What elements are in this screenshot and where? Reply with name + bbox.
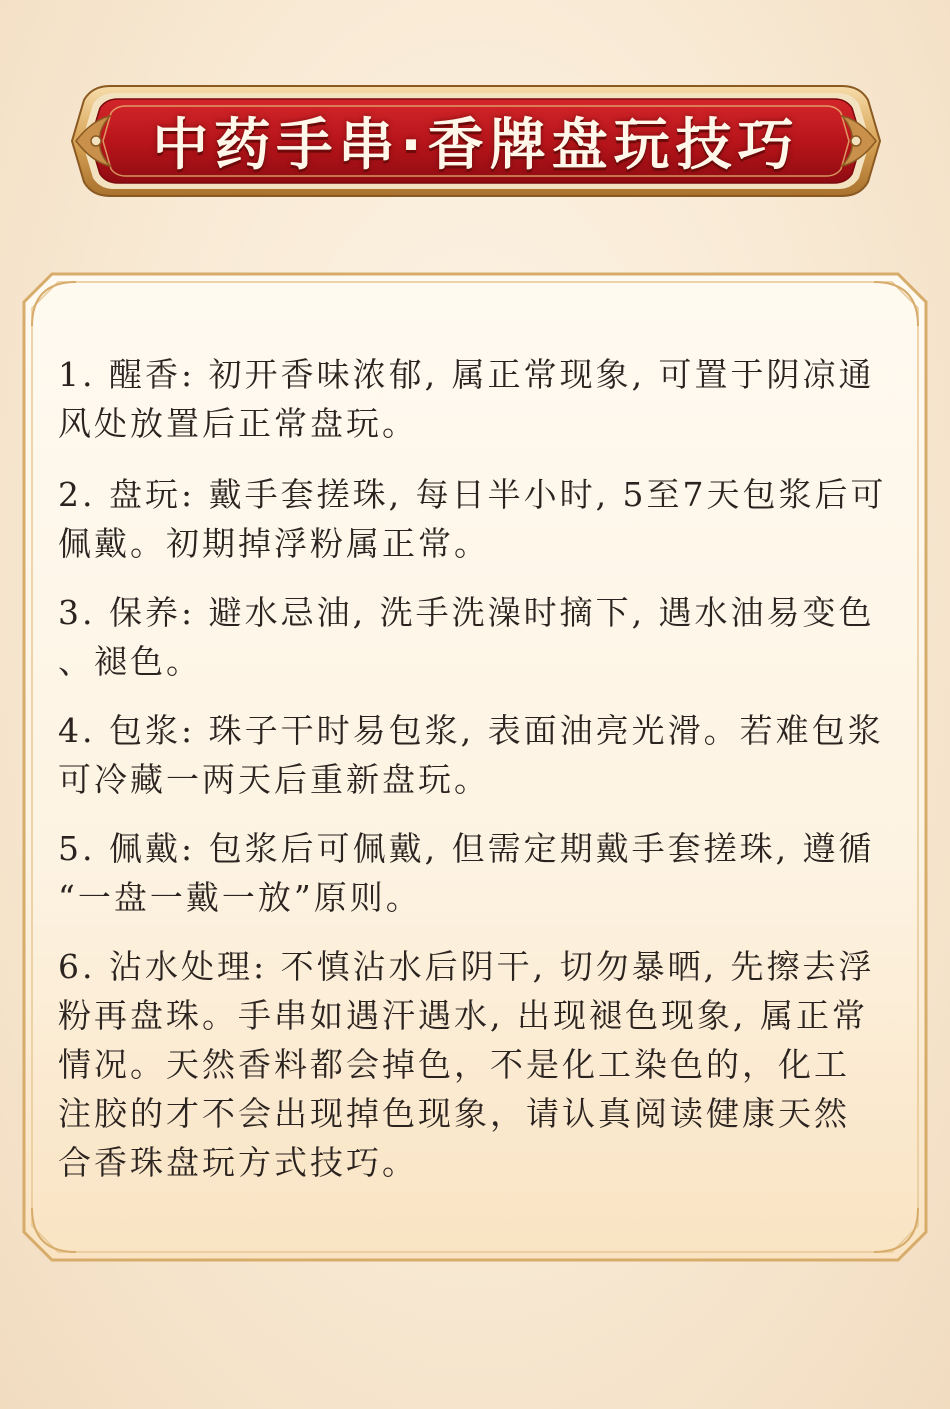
page-title: 中药手串·香牌盘玩技巧 <box>152 113 800 178</box>
tips-list <box>58 350 918 1207</box>
tip-item-4: 4. 包浆: 珠子干时易包浆, 表面油亮光滑。若难包浆 可冷藏一两天后重新盘玩。 <box>58 711 884 799</box>
tip-item-3: 3. 保养: 避水忌油, 洗手洗澡时摘下, 遇水油易变色 、褪色。 <box>58 593 875 681</box>
tip-item-5: 5. 佩戴: 包浆后可佩戴, 但需定期戴手套搓珠, 遵循 “一盘一戴一放”原则。 <box>58 829 875 917</box>
tip-item-2: 2. 盘玩: 戴手套搓珠, 每日半小时, 5至7天包浆后可 佩戴。初期掉浮粉属正常。 <box>58 475 887 563</box>
title-banner <box>70 80 882 202</box>
tip-item-6: 6. 沾水处理: 不慎沾水后阴干, 切勿暴晒, 先擦去浮 粉再盘珠。手串如遇汗遇水, 出现褪色现象, 属正常 情况。天然香料都会掉色，不是化工染色的，化工 注胶的才不会出现掉色现象，请认真阅读健康天然 合香珠盘玩方式技巧。 <box>58 947 875 1182</box>
tips-card <box>18 268 932 1266</box>
tip-item-1: 1. 醒香: 初开香味浓郁, 属正常现象, 可置于阴凉通 风处放置后正常盘玩。 <box>58 355 875 443</box>
